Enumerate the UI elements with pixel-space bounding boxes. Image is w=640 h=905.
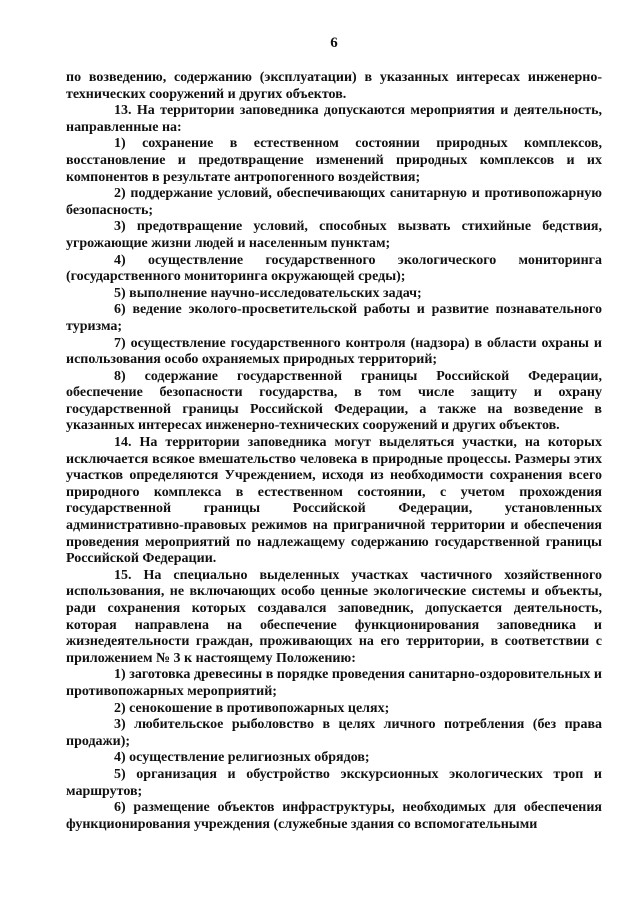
paragraph: 6) размещение объектов инфраструктуры, необходимых для обеспечения функционирования учреждения (служебные здания со вспомогательными xyxy=(66,800,602,832)
paragraph: 5) организация и обустройство экскурсионных экологических троп и маршрутов; xyxy=(66,766,602,799)
paragraph: 6) ведение эколого-просветительской работы и развитие познавательного туризма; xyxy=(66,302,602,334)
paragraph: 1) заготовка древесины в порядке проведения санитарно-оздоровительных и противопожарных мероприятий; xyxy=(66,667,602,699)
paragraph: 2) поддержание условий, обеспечивающих санитарную и противопожарную безопасность; xyxy=(66,186,602,218)
paragraph: 2) сенокошение в противопожарных целях; xyxy=(114,700,390,716)
page-number: 6 xyxy=(330,35,338,51)
paragraph: 13. На территории заповедника допускаются мероприятия и деятельность, направленные на: xyxy=(66,103,602,135)
paragraph: 3) любительское рыболовство в целях личного потребления (без права продажи); xyxy=(66,717,602,749)
paragraph: по возведению, содержанию (эксплуатации) в указанных интересах инженерно-технических сооружений и других объектов. xyxy=(66,70,602,102)
paragraph: 14. На территории заповедника могут выделяться участки, на которых исключается всякое вмешательство человека в природные процессы. Размеры этих участков определяются Учреждением, исходя из необходимости сохранения всего природного комплекса в естественном состоянии, с учетом прохождения государственной границы Российской Федерации, установленных административно-правовых режимов на приграничной территории и обеспечения проведения мероприятий по надлежащему содержанию государственной границы Российской Федерации. xyxy=(66,435,602,567)
paragraph: 3) предотвращение условий, способных вызвать стихийные бедствия, угрожающие жизни людей и населенным пунктам; xyxy=(66,219,602,251)
document-body xyxy=(66,70,602,833)
paragraph: 8) содержание государственной границы Российской Федерации, обеспечение безопасности государства, в том числе защиту и охрану государственной границы Российской Федерации, а также на возведение в указанных интересах инженерно-технических сооружений и других объектов. xyxy=(66,368,602,434)
paragraph: 15. На специально выделенных участках частичного хозяйственного использования, не включающих особо ценные экологические системы и объекты, ради сохранения которых создавался заповедник, допускается деятельность, которая направлена на обеспечение функционирования заповедника и жизнедеятельности граждан, проживающих на его территории, в соответствии с приложением № 3 к настоящему Положению: xyxy=(66,567,602,666)
paragraph: 1) сохранение в естественном состоянии природных комплексов, восстановление и предотвращение изменений природных комплексов и их компонентов в результате антропогенного воздействия; xyxy=(66,136,602,185)
paragraph: 4) осуществление государственного экологического мониторинга (государственного мониторинга окружающей среды); xyxy=(66,252,602,285)
paragraph: 7) осуществление государственного контроля (надзора) в области охраны и использования особо охраняемых природных территорий; xyxy=(66,335,602,368)
paragraph: 4) осуществление религиозных обрядов; xyxy=(114,750,370,766)
paragraph: 5) выполнение научно-исследовательских задач; xyxy=(114,285,422,301)
